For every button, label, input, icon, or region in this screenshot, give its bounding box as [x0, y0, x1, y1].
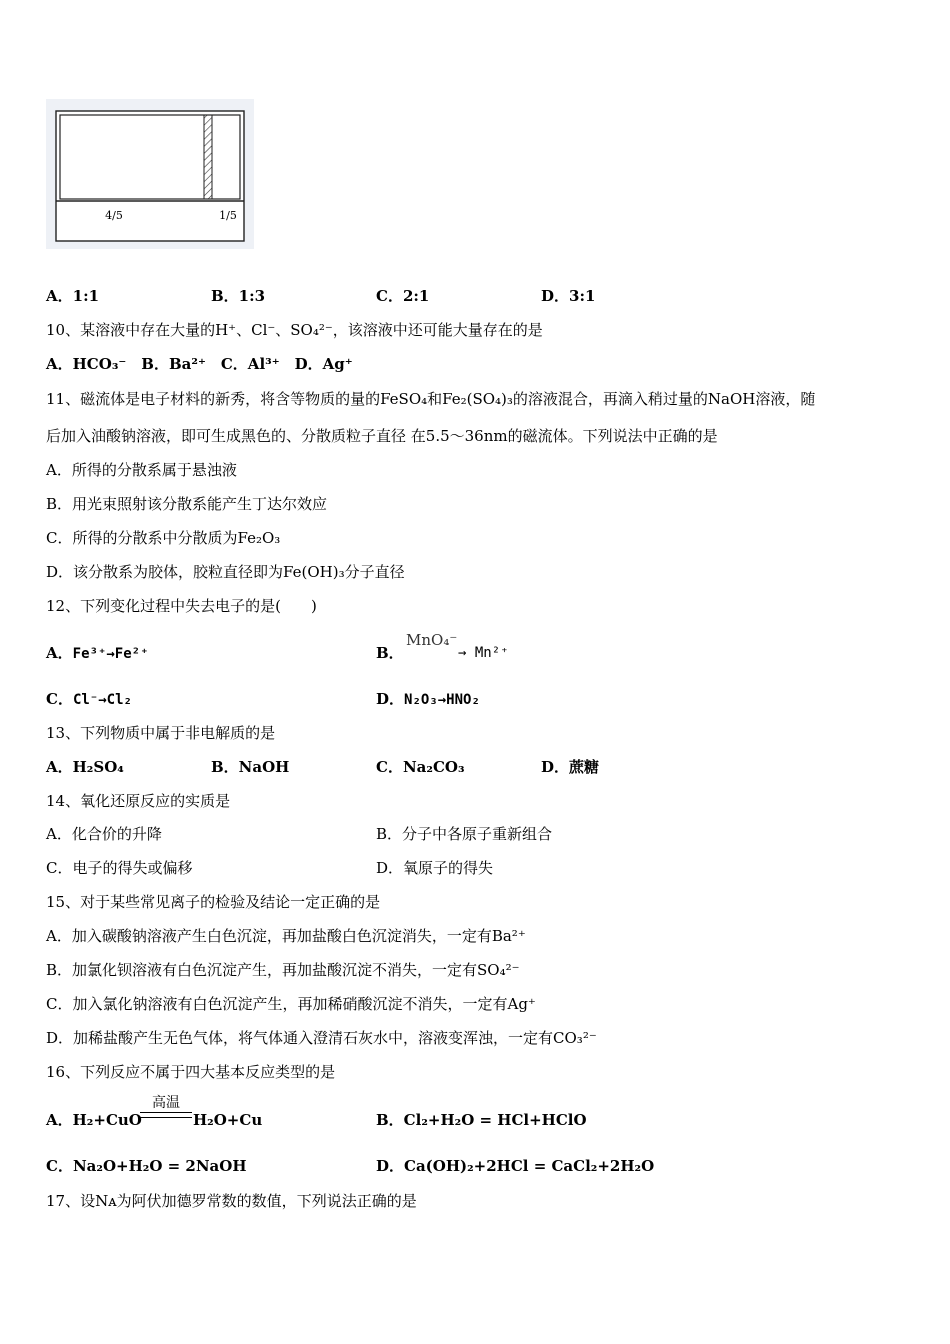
q16-option-a-left: A．H₂+CuO [46, 1111, 142, 1129]
q13-stem: 13、下列物质中属于非电解质的是 [46, 724, 276, 742]
q11-option-d: D．该分散系为胶体，胶粒直径即为Fe(OH)₃分子直径 [46, 563, 405, 581]
q15-option-a: A．加入碳酸钠溶液产生白色沉淀，再加盐酸白色沉淀消失，一定有Ba²⁺ [46, 927, 526, 945]
q14-stem: 14、氧化还原反应的实质是 [46, 792, 231, 810]
q12-stem: 12、下列变化过程中失去电子的是( ) [46, 597, 317, 615]
q12-option-c [46, 689, 132, 710]
q11-option-c: C．所得的分散系中分散质为Fe₂O₃ [46, 529, 281, 547]
q12-option-b-formula: MnO₄⁻ [406, 631, 458, 649]
q13-option-d: D．蔗糖 [541, 758, 600, 776]
q9-option-b: B．1:3 [211, 287, 266, 305]
q13-option-a: A．H₂SO₄ [46, 758, 124, 776]
container-diagram [46, 99, 254, 249]
q15-option-b: B．加氯化钡溶液有白色沉淀产生，再加盐酸沉淀不消失，一定有SO₄²⁻ [46, 961, 520, 979]
q12-option-b-text: → Mn²⁺ [458, 645, 509, 661]
q16-stem: 16、下列反应不属于四大基本反应类型的是 [46, 1063, 336, 1081]
q12-option-c-text: Cl⁻→Cl₂ [72, 692, 132, 708]
q12-option-a-label: A． [46, 644, 73, 662]
q16-option-a-condition: 高温 [152, 1095, 180, 1111]
fraction-right [218, 209, 238, 223]
q16-reaction-arrow [140, 1112, 192, 1118]
q17-stem: 17、设Nᴀ为阿伏加德罗常数的数值，下列说法正确的是 [46, 1192, 417, 1210]
q13-option-b: B．NaOH [211, 758, 290, 776]
fraction-left [104, 209, 124, 223]
q15-stem: 15、对于某些常见离子的检验及结论一定正确的是 [46, 893, 381, 911]
q15-option-d: D．加稀盐酸产生无色气体，将气体通入澄清石灰水中，溶液变浑浊，一定有CO₃²⁻ [46, 1029, 597, 1047]
q15-option-c: C．加入氯化钠溶液有白色沉淀产生，再加稀硝酸沉淀不消失，一定有Ag⁺ [46, 995, 536, 1013]
container-figure [46, 99, 254, 249]
q12-option-d-text: N₂O₃→HNO₂ [404, 692, 480, 708]
q13-option-c: C．Na₂CO₃ [376, 758, 465, 776]
q16-option-d: D．Ca(OH)₂+2HCl = CaCl₂+2H₂O [376, 1157, 655, 1175]
q9-option-a: A．1:1 [46, 287, 100, 305]
q16-option-a-right: H₂O+Cu [193, 1111, 263, 1129]
q11-option-b: B．用光束照射该分散系能产生丁达尔效应 [46, 495, 328, 513]
q10-options: A．HCO₃⁻ B．Ba²⁺ C．Al³⁺ D．Ag⁺ [46, 355, 353, 373]
q12-option-d [376, 689, 480, 710]
q12-option-d-label: D． [376, 690, 405, 708]
q11-option-a: A．所得的分散系属于悬浊液 [46, 461, 237, 479]
q11-stem-line2: 后加入油酸钠溶液，即可生成黑色的、分散质粒子直径 在5.5～36nm的磁流体。下列说法中正确的是 [46, 427, 718, 445]
q12-option-b-label: B． [376, 644, 404, 662]
q12-option-c-label: C． [46, 690, 73, 708]
fraction-left-label: 4/5 [105, 209, 123, 222]
q10-stem: 10、某溶液中存在大量的H⁺、Cl⁻、SO₄²⁻，该溶液中还可能大量存在的是 [46, 321, 543, 339]
q12-option-a [46, 643, 149, 664]
fraction-right-label: 1/5 [219, 209, 237, 222]
q16-option-c: C．Na₂O+H₂O = 2NaOH [46, 1157, 247, 1175]
q12-option-a-text: Fe³⁺→Fe²⁺ [72, 646, 149, 662]
q16-option-b: B．Cl₂+H₂O = HCl+HClO [376, 1111, 587, 1129]
q12-option-b [376, 643, 404, 663]
q9-option-c: C．2:1 [376, 287, 430, 305]
q11-stem-line1: 11、磁流体是电子材料的新秀，将含等物质的量的FeSO₄和Fe₂(SO₄)₃的溶液混合，再滴入稍过量的NaOH溶液，随 [46, 390, 816, 408]
q9-option-d: D．3:1 [541, 287, 596, 305]
q14-option-b: B．分子中各原子重新组合 [376, 825, 553, 843]
q14-option-a: A．化合价的升降 [46, 825, 162, 843]
q14-option-d: D．氧原子的得失 [376, 859, 494, 877]
q14-option-c: C．电子的得失或偏移 [46, 859, 193, 877]
